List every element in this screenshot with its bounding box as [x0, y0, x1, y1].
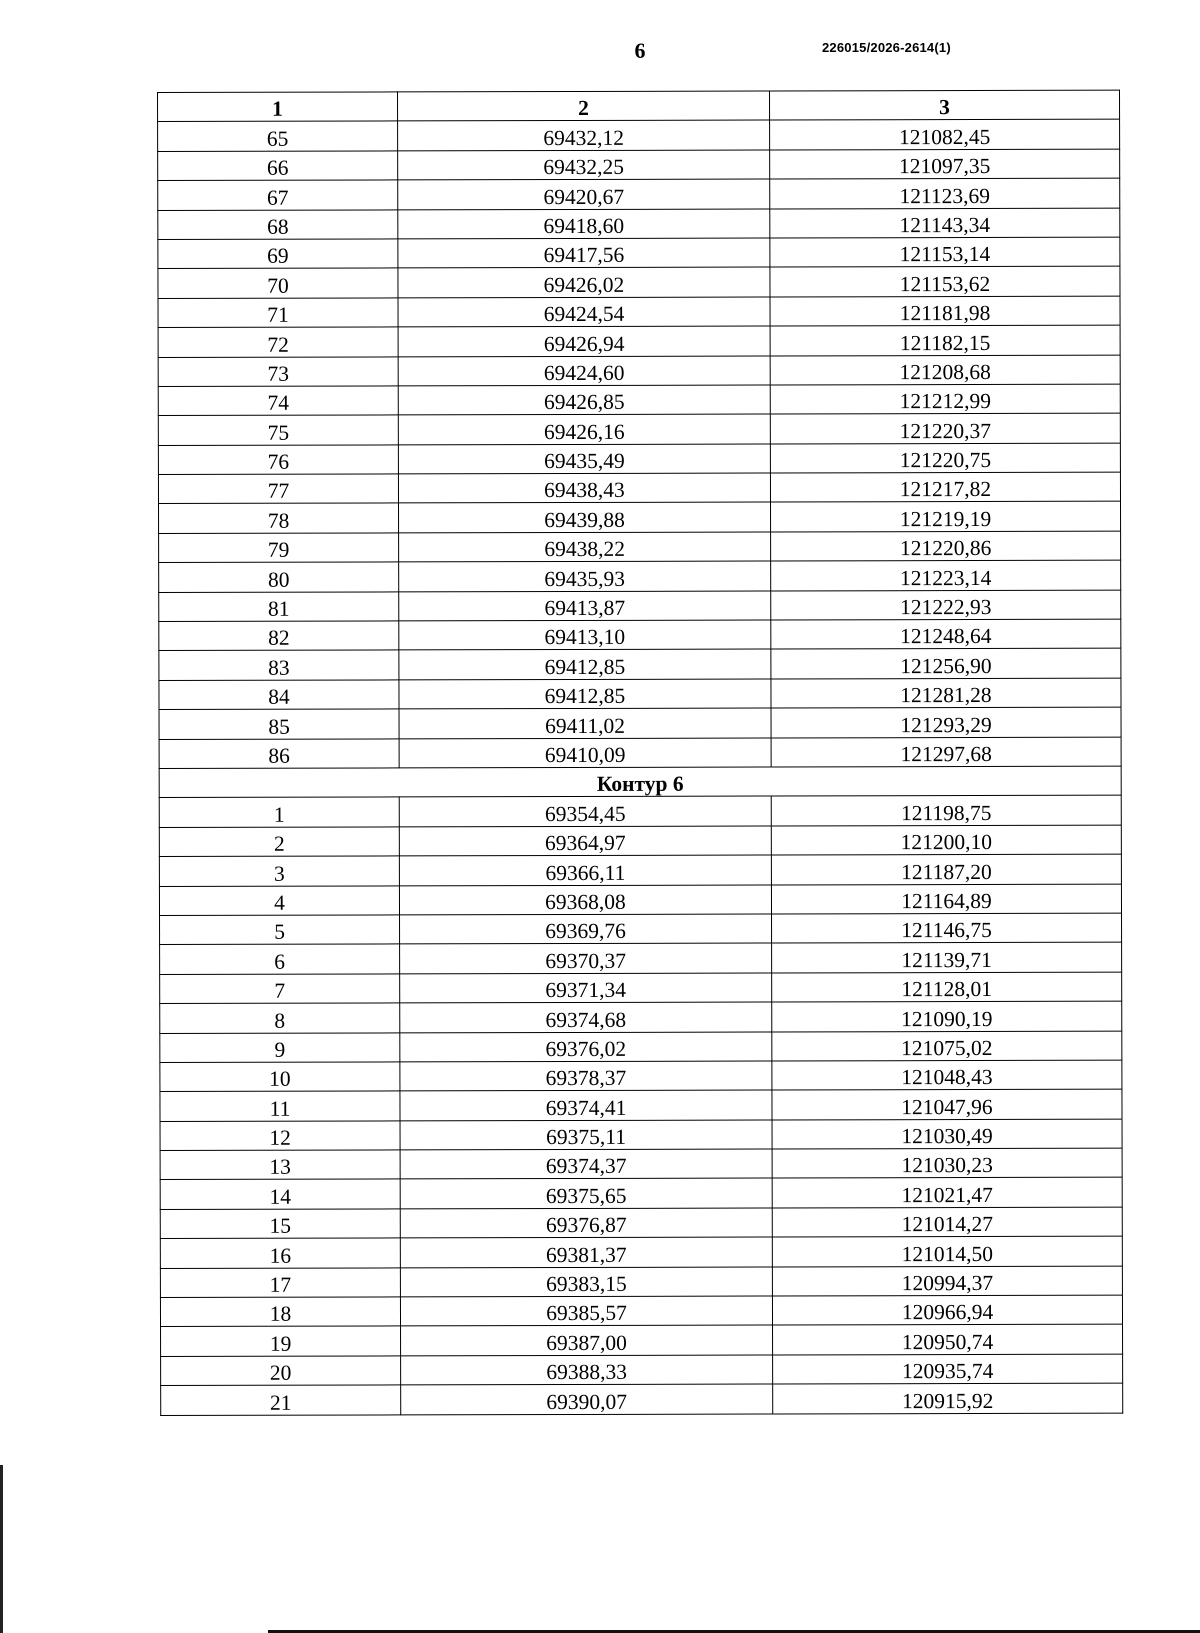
point-number-cell: 67 — [158, 180, 398, 210]
table-row — [159, 737, 1121, 769]
x-coordinate-cell: 69375,11 — [400, 1120, 772, 1150]
table-row — [158, 237, 1120, 269]
y-coordinate-cell: 121219,19 — [771, 502, 1121, 532]
table-row — [161, 1325, 1123, 1357]
point-number-cell: 7 — [160, 974, 400, 1004]
y-coordinate-cell: 121297,68 — [771, 737, 1121, 767]
point-number-cell: 68 — [158, 209, 398, 239]
table-row — [160, 942, 1122, 974]
point-number-cell: 80 — [159, 562, 399, 592]
x-coordinate-cell: 69385,57 — [400, 1296, 772, 1326]
point-number-cell: 74 — [158, 386, 398, 416]
table-row — [159, 678, 1121, 710]
y-coordinate-cell: 121223,14 — [771, 560, 1121, 590]
table-row — [160, 1089, 1122, 1121]
y-coordinate-cell: 121281,28 — [771, 678, 1121, 708]
y-coordinate-cell: 121208,68 — [770, 355, 1120, 385]
table-row — [158, 120, 1120, 152]
x-coordinate-cell: 69374,41 — [400, 1090, 772, 1120]
section-row — [159, 766, 1121, 798]
y-coordinate-cell: 121143,34 — [770, 208, 1120, 238]
y-coordinate-cell: 121014,50 — [772, 1236, 1122, 1266]
table-row — [158, 325, 1120, 357]
point-number-cell: 69 — [158, 239, 398, 269]
y-coordinate-cell: 121146,75 — [772, 913, 1122, 943]
x-coordinate-cell: 69387,00 — [401, 1325, 773, 1355]
table-row — [160, 1236, 1122, 1268]
table-row — [158, 208, 1120, 240]
x-coordinate-cell: 69370,37 — [400, 943, 772, 973]
coordinates-table — [157, 90, 1123, 1416]
x-coordinate-cell: 69426,85 — [398, 385, 770, 415]
point-number-cell: 3 — [159, 856, 399, 886]
y-coordinate-cell: 121153,14 — [770, 237, 1120, 267]
document-code: 226015/2026-2614(1) — [822, 40, 951, 55]
point-number-cell: 83 — [159, 650, 399, 680]
table-row — [158, 443, 1120, 475]
point-number-cell: 65 — [158, 121, 398, 151]
x-coordinate-cell: 69413,87 — [399, 591, 771, 621]
x-coordinate-cell: 69369,76 — [400, 914, 772, 944]
table-row — [160, 972, 1122, 1004]
table-row — [159, 531, 1121, 563]
x-coordinate-cell: 69411,02 — [399, 708, 771, 738]
point-number-cell: 5 — [160, 915, 400, 945]
table-row — [158, 266, 1120, 298]
y-coordinate-cell: 121153,62 — [770, 266, 1120, 296]
point-number-cell: 76 — [158, 445, 398, 475]
x-coordinate-cell: 69378,37 — [400, 1061, 772, 1091]
y-coordinate-cell: 121198,75 — [771, 796, 1121, 826]
point-number-cell: 84 — [159, 680, 399, 710]
table-row — [158, 178, 1120, 210]
y-coordinate-cell: 121222,93 — [771, 590, 1121, 620]
point-number-cell: 21 — [161, 1385, 401, 1415]
x-coordinate-cell: 69417,56 — [398, 238, 770, 268]
point-number-cell: 71 — [158, 298, 398, 328]
table-row — [158, 149, 1120, 181]
y-coordinate-cell: 120966,94 — [772, 1295, 1122, 1325]
x-coordinate-cell: 69424,60 — [398, 356, 770, 386]
point-number-cell: 11 — [160, 1091, 400, 1121]
table-row — [160, 1119, 1122, 1151]
y-coordinate-cell: 121248,64 — [771, 619, 1121, 649]
point-number-cell: 18 — [160, 1297, 400, 1327]
y-coordinate-cell: 121182,15 — [770, 325, 1120, 355]
point-number-cell: 17 — [160, 1268, 400, 1298]
table-row — [158, 472, 1120, 504]
point-number-cell: 4 — [159, 885, 399, 915]
point-number-cell: 86 — [159, 739, 399, 769]
table-row — [158, 355, 1120, 387]
point-number-cell: 78 — [159, 503, 399, 533]
column-header-3: 3 — [769, 90, 1119, 120]
x-coordinate-cell: 69432,25 — [398, 150, 770, 180]
table-row — [161, 1354, 1123, 1386]
table-row — [159, 560, 1121, 592]
y-coordinate-cell: 121181,98 — [770, 296, 1120, 326]
x-coordinate-cell: 69366,11 — [399, 855, 771, 885]
table-row — [159, 619, 1121, 651]
column-header-1: 1 — [158, 92, 398, 122]
x-coordinate-cell: 69374,37 — [400, 1149, 772, 1179]
table-row — [159, 854, 1121, 886]
table-row — [160, 1207, 1122, 1239]
x-coordinate-cell: 69381,37 — [400, 1237, 772, 1267]
table-row — [160, 1148, 1122, 1180]
point-number-cell: 13 — [160, 1150, 400, 1180]
x-coordinate-cell: 69435,93 — [399, 561, 771, 591]
table-row — [159, 590, 1121, 622]
point-number-cell: 19 — [161, 1326, 401, 1356]
table-row — [160, 1266, 1122, 1298]
y-coordinate-cell: 121123,69 — [770, 178, 1120, 208]
x-coordinate-cell: 69435,49 — [398, 444, 770, 474]
y-coordinate-cell: 120994,37 — [772, 1266, 1122, 1296]
y-coordinate-cell: 120935,74 — [773, 1354, 1123, 1384]
y-coordinate-cell: 121217,82 — [770, 472, 1120, 502]
table-row — [159, 502, 1121, 534]
point-number-cell: 66 — [158, 151, 398, 181]
table-row — [158, 296, 1120, 328]
x-coordinate-cell: 69371,34 — [400, 973, 772, 1003]
point-number-cell: 75 — [158, 415, 398, 445]
x-coordinate-cell: 69354,45 — [399, 796, 771, 826]
y-coordinate-cell: 121048,43 — [772, 1060, 1122, 1090]
point-number-cell: 15 — [160, 1209, 400, 1239]
y-coordinate-cell: 121200,10 — [771, 825, 1121, 855]
table-row — [159, 707, 1121, 739]
y-coordinate-cell: 121187,20 — [771, 854, 1121, 884]
table-row — [160, 913, 1122, 945]
page-number: 6 — [634, 38, 646, 63]
y-coordinate-cell: 121220,37 — [770, 413, 1120, 443]
point-number-cell: 77 — [158, 474, 398, 504]
y-coordinate-cell: 121256,90 — [771, 649, 1121, 679]
y-coordinate-cell: 121139,71 — [772, 942, 1122, 972]
x-coordinate-cell: 69412,85 — [399, 649, 771, 679]
x-coordinate-cell: 69432,12 — [398, 120, 770, 150]
x-coordinate-cell: 69439,88 — [399, 502, 771, 532]
y-coordinate-cell: 121097,35 — [770, 149, 1120, 179]
y-coordinate-cell: 121293,29 — [771, 707, 1121, 737]
point-number-cell: 12 — [160, 1121, 400, 1151]
point-number-cell: 16 — [160, 1238, 400, 1268]
x-coordinate-cell: 69390,07 — [401, 1384, 773, 1414]
y-coordinate-cell: 121075,02 — [772, 1031, 1122, 1061]
point-number-cell: 6 — [160, 944, 400, 974]
table-row — [159, 884, 1121, 916]
table-row — [161, 1383, 1123, 1415]
y-coordinate-cell: 121164,89 — [771, 884, 1121, 914]
point-number-cell: 82 — [159, 621, 399, 651]
point-number-cell: 8 — [160, 1003, 400, 1033]
y-coordinate-cell: 121030,49 — [772, 1119, 1122, 1149]
table-row — [160, 1178, 1122, 1210]
x-coordinate-cell: 69364,97 — [399, 826, 771, 856]
x-coordinate-cell: 69426,94 — [398, 326, 770, 356]
table-row — [159, 649, 1121, 681]
x-coordinate-cell: 69376,87 — [400, 1208, 772, 1238]
x-coordinate-cell: 69375,65 — [400, 1178, 772, 1208]
table-row — [160, 1031, 1122, 1063]
table-body — [158, 120, 1123, 1416]
x-coordinate-cell: 69368,08 — [399, 885, 771, 915]
y-coordinate-cell: 120950,74 — [773, 1325, 1123, 1355]
y-coordinate-cell: 121047,96 — [772, 1089, 1122, 1119]
x-coordinate-cell: 69412,85 — [399, 679, 771, 709]
x-coordinate-cell: 69410,09 — [399, 738, 771, 768]
table-header-row — [158, 90, 1120, 122]
point-number-cell: 20 — [161, 1356, 401, 1386]
point-number-cell: 72 — [158, 327, 398, 357]
table-row — [160, 1060, 1122, 1092]
scan-edge-line — [0, 1465, 3, 1633]
point-number-cell: 70 — [158, 268, 398, 298]
x-coordinate-cell: 69376,02 — [400, 1032, 772, 1062]
x-coordinate-cell: 69374,68 — [400, 1002, 772, 1032]
y-coordinate-cell: 121021,47 — [772, 1178, 1122, 1208]
x-coordinate-cell: 69383,15 — [400, 1267, 772, 1297]
table-row — [160, 1001, 1122, 1033]
x-coordinate-cell: 69426,16 — [398, 414, 770, 444]
table-row — [159, 796, 1121, 828]
table-row — [158, 413, 1120, 445]
point-number-cell: 79 — [159, 533, 399, 563]
x-coordinate-cell: 69388,33 — [401, 1355, 773, 1385]
table-row — [158, 384, 1120, 416]
y-coordinate-cell: 121212,99 — [770, 384, 1120, 414]
y-coordinate-cell: 121090,19 — [772, 1001, 1122, 1031]
y-coordinate-cell: 121220,75 — [770, 443, 1120, 473]
point-number-cell: 73 — [158, 356, 398, 386]
x-coordinate-cell: 69424,54 — [398, 297, 770, 327]
table-row — [159, 825, 1121, 857]
point-number-cell: 85 — [159, 709, 399, 739]
x-coordinate-cell: 69413,10 — [399, 620, 771, 650]
table-row — [160, 1295, 1122, 1327]
x-coordinate-cell: 69426,02 — [398, 267, 770, 297]
y-coordinate-cell: 121014,27 — [772, 1207, 1122, 1237]
point-number-cell: 2 — [159, 827, 399, 857]
y-coordinate-cell: 121128,01 — [772, 972, 1122, 1002]
column-header-2: 2 — [398, 91, 770, 121]
x-coordinate-cell: 69420,67 — [398, 179, 770, 209]
section-title: Контур 6 — [159, 766, 1121, 798]
point-number-cell: 1 — [159, 797, 399, 827]
y-coordinate-cell: 121030,23 — [772, 1148, 1122, 1178]
x-coordinate-cell: 69418,60 — [398, 209, 770, 239]
point-number-cell: 14 — [160, 1179, 400, 1209]
x-coordinate-cell: 69438,43 — [398, 473, 770, 503]
x-coordinate-cell: 69438,22 — [399, 532, 771, 562]
y-coordinate-cell: 121220,86 — [771, 531, 1121, 561]
point-number-cell: 9 — [160, 1032, 400, 1062]
point-number-cell: 81 — [159, 592, 399, 622]
point-number-cell: 10 — [160, 1062, 400, 1092]
y-coordinate-cell: 120915,92 — [773, 1383, 1123, 1413]
y-coordinate-cell: 121082,45 — [770, 120, 1120, 150]
